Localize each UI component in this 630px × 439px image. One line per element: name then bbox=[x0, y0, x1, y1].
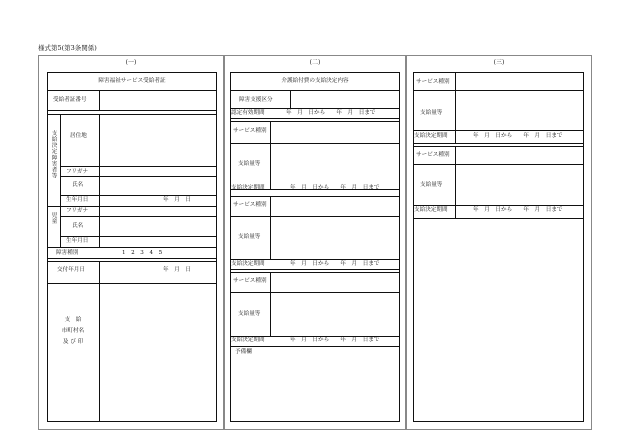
support-class-label: 障害支援区分 bbox=[239, 97, 273, 103]
service-type-label-b: サービス種別 bbox=[416, 152, 450, 158]
name-label-1: 氏名 bbox=[72, 182, 84, 188]
notes-label: 予備欄 bbox=[235, 349, 252, 355]
decision-period-value-a: 年 月 日から 年 月 日まで bbox=[473, 133, 563, 139]
benefit-decision-header: 介護給付費の支給決定内容 bbox=[281, 78, 349, 84]
disability-type-label: 障害種別 bbox=[56, 250, 79, 256]
amount-label-1: 支給量等 bbox=[238, 161, 261, 167]
certificate-header: 障害福祉サービス受給者証 bbox=[98, 78, 166, 84]
decision-period-value-3: 年 月 日から 年 月 日まで bbox=[290, 337, 380, 343]
column-3-label: (三) bbox=[493, 59, 505, 66]
amount-label-2: 支給量等 bbox=[238, 234, 261, 240]
amount-label-b: 支給量等 bbox=[420, 182, 443, 188]
municipality-label-2: 市町村名 bbox=[61, 328, 85, 334]
decision-period-value-1: 年 月 日から 年 月 日まで bbox=[290, 185, 380, 191]
municipality-label-3: 及 び 印 bbox=[62, 339, 84, 345]
birth-label-1: 生年月日 bbox=[66, 197, 89, 203]
service-type-label-2: サービス種別 bbox=[233, 202, 267, 208]
decision-period-label-3: 支給決定期間 bbox=[231, 337, 265, 343]
amount-label-3: 支給量等 bbox=[238, 311, 261, 317]
decision-period-value-b: 年 月 日から 年 月 日まで bbox=[473, 207, 563, 213]
column-2-label: (二) bbox=[309, 59, 321, 66]
birth-label-2: 生年月日 bbox=[66, 238, 89, 244]
decision-period-label-b: 支給決定期間 bbox=[414, 207, 448, 213]
form-title: 様式第5(第3条関係) bbox=[38, 44, 97, 52]
cert-period-label: 認定有効期間 bbox=[231, 110, 265, 116]
decision-holder-label: 支給決定障害者等 bbox=[50, 130, 57, 179]
address-label: 居住地 bbox=[70, 133, 87, 139]
service-type-label-a: サービス種別 bbox=[416, 79, 450, 85]
service-type-label-1: サービス種別 bbox=[233, 128, 267, 134]
service-type-label-3: サービス種別 bbox=[233, 278, 267, 284]
additional-decision-table bbox=[413, 72, 584, 422]
decision-period-label-2: 支給決定期間 bbox=[231, 261, 265, 267]
issue-date-value: 年 月 日 bbox=[163, 267, 191, 273]
decision-period-label-a: 支給決定期間 bbox=[414, 133, 448, 139]
furigana-label-1: フリガナ bbox=[66, 169, 89, 175]
amount-label-a: 支給量等 bbox=[420, 110, 443, 116]
birth-date-1: 年 月 日 bbox=[163, 197, 191, 203]
decision-period-label-1: 支給決定期間 bbox=[231, 185, 265, 191]
issue-date-label: 交付年月日 bbox=[57, 267, 85, 273]
column-1-label: (一) bbox=[125, 59, 137, 66]
municipality-label-1: 支 給 bbox=[64, 317, 82, 323]
disability-type-numbers: 1 2 3 4 5 bbox=[122, 250, 163, 256]
recipient-number-label: 受給者証番号 bbox=[53, 97, 87, 103]
benefit-decision-table bbox=[230, 72, 400, 422]
child-label: 児童 bbox=[50, 212, 57, 225]
name-label-2: 氏名 bbox=[72, 223, 84, 229]
decision-period-value-2: 年 月 日から 年 月 日まで bbox=[290, 261, 380, 267]
cert-period-value: 年 月 日から 年 月 日まで bbox=[286, 110, 376, 116]
furigana-label-2: フリガナ bbox=[66, 208, 89, 214]
